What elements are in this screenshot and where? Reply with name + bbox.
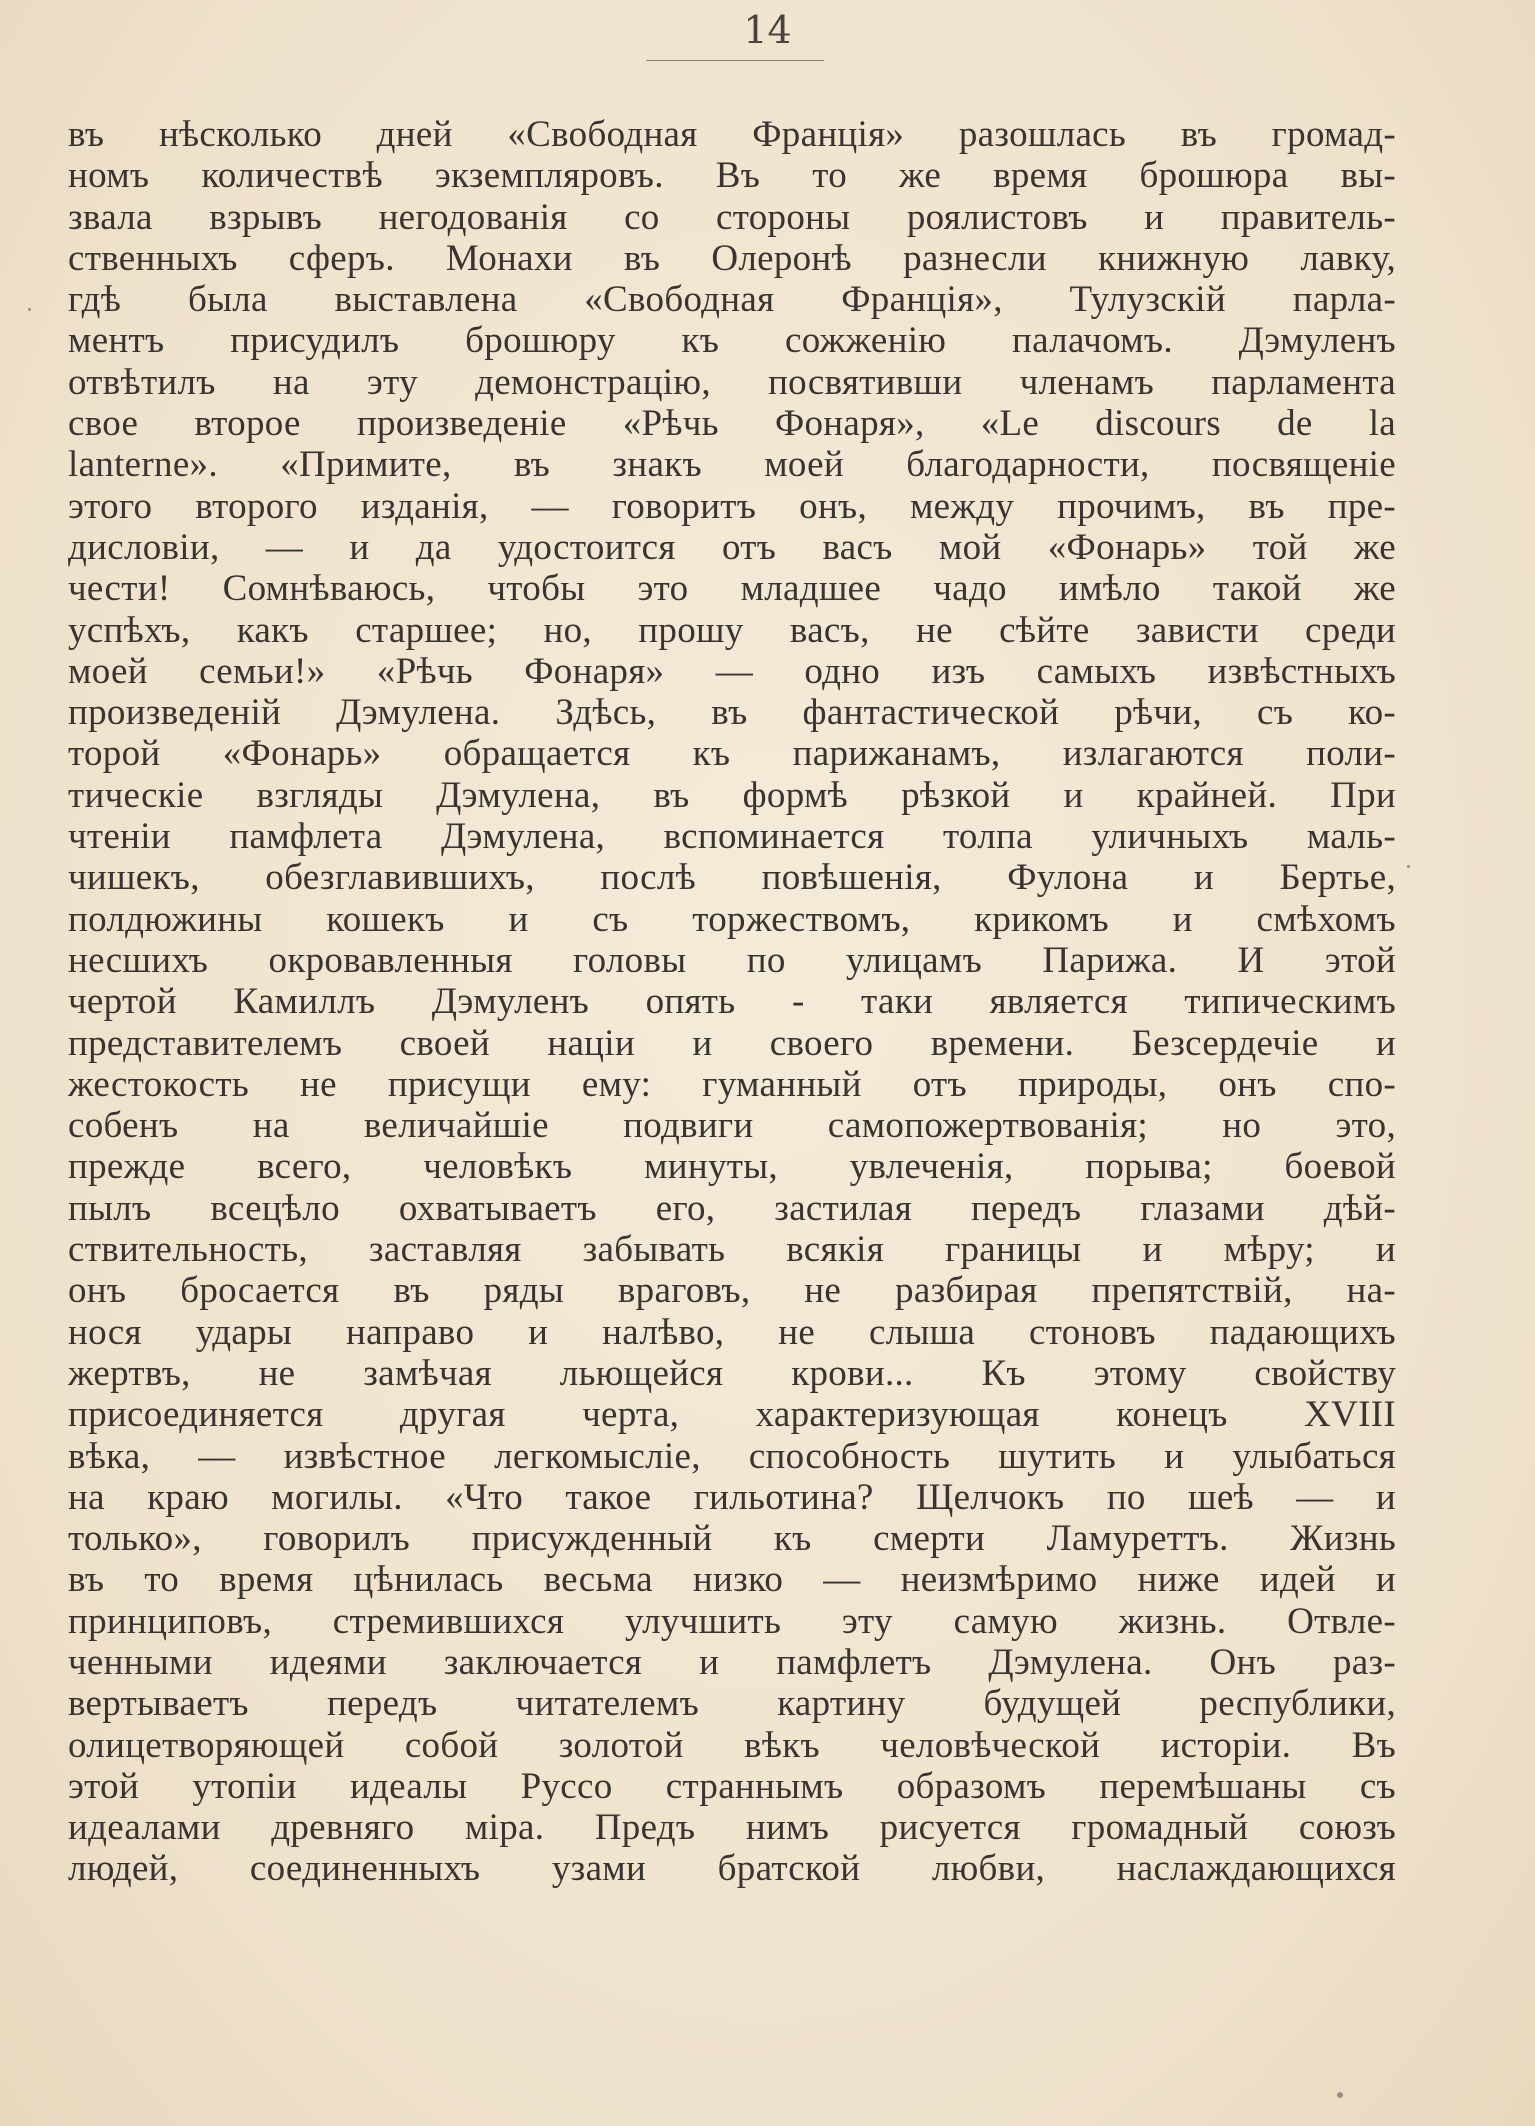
text-line: прежде всего, человѣкъ минуты, увлеченія, порыва; боевой (68, 1146, 1396, 1188)
text-line: успѣхъ, какъ старшее; но, прошу васъ, не сѣйте зависти среди (68, 609, 1396, 651)
text-line: въ нѣсколько дней «Свободная Франція» разошлась въ громад- (68, 114, 1396, 155)
text-line: пылъ всецѣло охватываетъ его, застилая передъ глазами дѣй- (68, 1187, 1396, 1229)
text-line: чтеніи памфлета Дэмулена, вспоминается толпа уличныхъ маль- (68, 816, 1396, 858)
text-line: свое второе произведеніе «Рѣчь Фонаря», «Le discours de la (68, 403, 1396, 445)
text-line: звала взрывъ негодованія со стороны роялистовъ и правитель- (68, 196, 1396, 238)
text-line: чести! Сомнѣваюсь, чтобы это младшее чадо имѣло такой же (68, 568, 1396, 610)
paper-speck (1407, 865, 1410, 868)
text-line: присоединяется другая черта, характеризующая конецъ XVIII (68, 1394, 1396, 1436)
text-line: жертвъ, не замѣчая льющейся крови... Къ этому свойству (68, 1352, 1396, 1394)
text-line: ственныхъ сферъ. Монахи въ Олеронѣ разнесли книжную лавку, (68, 237, 1396, 279)
text-line: lanterne». «Примите, въ знакъ моей благодарности, посвященіе (68, 444, 1396, 486)
text-line: нося удары направо и налѣво, не слыша стоновъ падающихъ (68, 1311, 1396, 1353)
page-number: 14 (743, 8, 792, 52)
paper-speck (1337, 2092, 1343, 2098)
body-text (68, 114, 1396, 1890)
text-line: людей, соединенныхъ узами братской любви, наслаждающихся (68, 1848, 1396, 1890)
text-line: только», говорилъ присужденный къ смерти Ламуреттъ. Жизнь (68, 1518, 1396, 1560)
text-line: тическіе взгляды Дэмулена, въ формѣ рѣзкой и крайней. При (68, 774, 1396, 816)
text-line: несшихъ окровавленныя головы по улицамъ Парижа. И этой (68, 939, 1396, 981)
text-line: на краю могилы. «Что такое гильотина? Щелчокъ по шеѣ — и (68, 1476, 1396, 1518)
text-line: жестокость не присущи ему: гуманный отъ природы, онъ спо- (68, 1063, 1396, 1105)
text-line: онъ бросается въ ряды враговъ, не разбирая препятствій, на- (68, 1270, 1396, 1312)
text-line: чертой Камиллъ Дэмуленъ опять - таки является типическимъ (68, 981, 1396, 1023)
text-line: собенъ на величайшіе подвиги самопожертвованія; но это, (68, 1105, 1396, 1147)
text-line: номъ количествѣ экземпляровъ. Въ то же время брошюра вы- (68, 155, 1396, 197)
text-line: торой «Фонарь» обращается къ парижанамъ, излагаются поли- (68, 733, 1396, 775)
text-line: произведеній Дэмулена. Здѣсь, въ фантастической рѣчи, съ ко- (68, 692, 1396, 734)
text-line: моей семьи!» «Рѣчь Фонаря» — одно изъ самыхъ извѣстныхъ (68, 650, 1396, 692)
text-line: чишекъ, обезглавившихъ, послѣ повѣшенія, Фулона и Бертье, (68, 857, 1396, 899)
text-line: этого второго изданія, — говоритъ онъ, между прочимъ, въ пре- (68, 485, 1396, 527)
text-line: полдюжины кошекъ и съ торжествомъ, крикомъ и смѣхомъ (68, 898, 1396, 940)
text-line: идеалами древняго міра. Предъ нимъ рисуется громадный союзъ (68, 1807, 1396, 1849)
text-line: ченными идеями заключается и памфлетъ Дэмулена. Онъ раз- (68, 1641, 1396, 1683)
text-line: принциповъ, стремившихся улучшить эту самую жизнь. Отвле- (68, 1600, 1396, 1642)
header-rule (646, 60, 824, 61)
text-line: ствительность, заставляя забывать всякія границы и мѣру; и (68, 1229, 1396, 1271)
text-line: вертываетъ передъ читателемъ картину будущей республики, (68, 1683, 1396, 1725)
text-line: дисловіи, — и да удостоится отъ васъ мой «Фонарь» той же (68, 526, 1396, 568)
text-line: этой утопіи идеалы Руссо страннымъ образомъ перемѣшаны съ (68, 1765, 1396, 1807)
text-line: олицетворяющей собой золотой вѣкъ человѣческой исторіи. Въ (68, 1724, 1396, 1766)
paper-speck (28, 308, 31, 311)
text-line: отвѣтилъ на эту демонстрацію, посвятивши членамъ парламента (68, 361, 1396, 403)
text-line: представителемъ своей націи и своего времени. Безсердечіе и (68, 1022, 1396, 1064)
text-line: вѣка, — извѣстное легкомысліе, способность шутить и улыбаться (68, 1435, 1396, 1477)
text-line: въ то время цѣнилась весьма низко — неизмѣримо ниже идей и (68, 1559, 1396, 1601)
text-line: ментъ присудилъ брошюру къ сожженію палачомъ. Дэмуленъ (68, 320, 1396, 362)
text-line: гдѣ была выставлена «Свободная Франція», Тулузскій парла- (68, 279, 1396, 321)
